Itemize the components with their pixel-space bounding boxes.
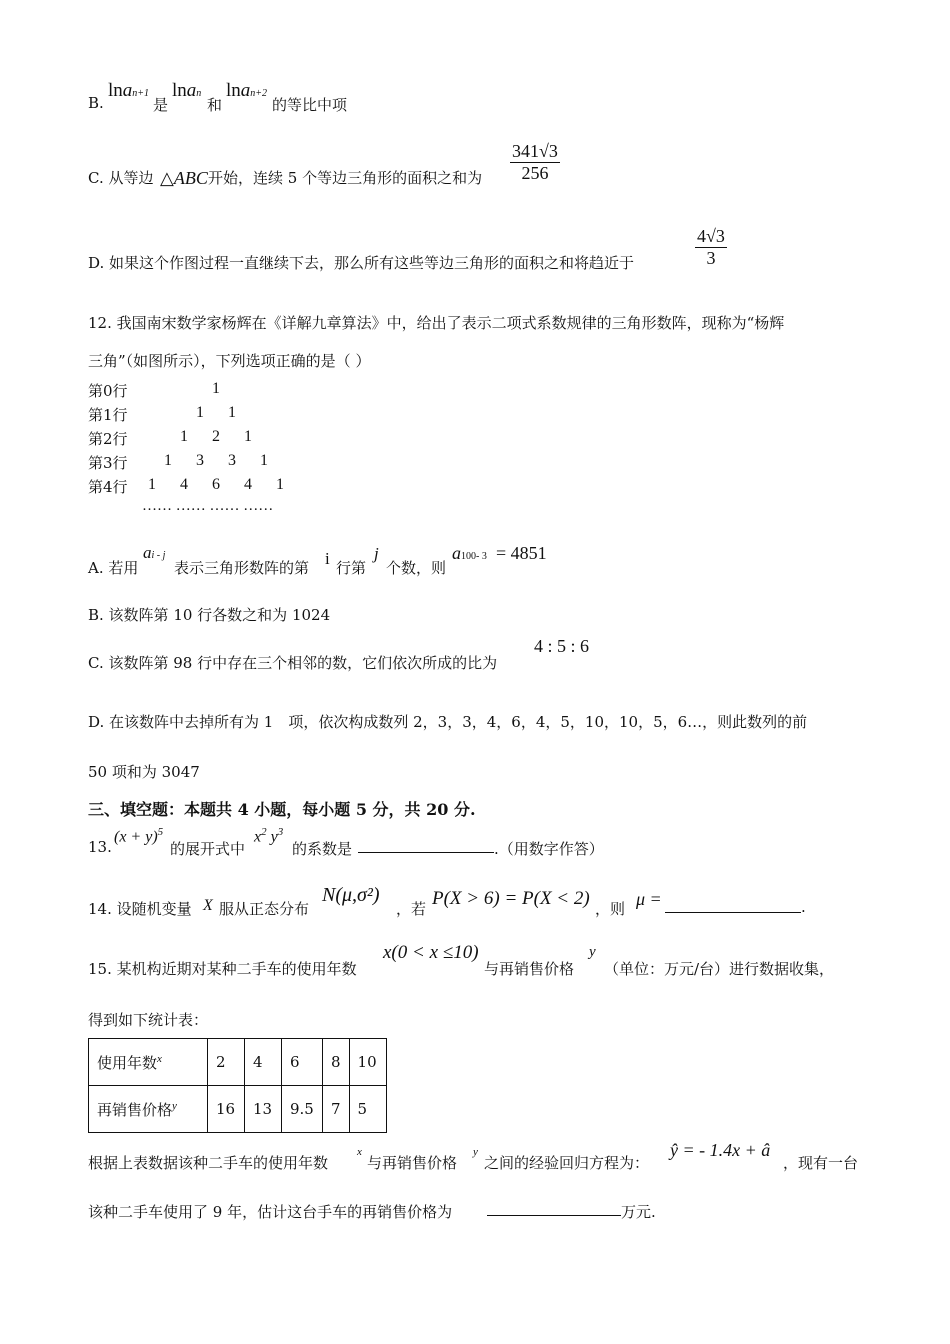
math-x2-y3 [254,826,283,846]
table-cell: 6 [282,1039,323,1086]
q11-b-text-tail: 的等比中项 [272,96,348,114]
math-equals-4851: = 4851 [496,543,547,563]
q14-text-then: ，则 [595,900,626,918]
q12-option-d-line2: 50 项和为 3047 [88,763,200,781]
q13-number: 13. [88,838,112,856]
triangle-value: 2 [212,428,220,445]
fraction-341-root3-over-256 [510,141,560,184]
q12-option-a-prefix: A. 若用 [88,559,139,577]
math-exponent: 3 [277,826,284,838]
table-cell: 9.5 [282,1086,323,1133]
q13-text-mid: 的展开式中 [170,840,246,858]
q14-answer-blank[interactable] [665,912,801,913]
math-mu-equals: μ = [636,889,662,909]
q12-stem-line1: 12. 我国南宋数学家杨辉在《详解九章算法》中，给出了表示二项式系数规律的三角形数阵，现称为“杨辉 [88,314,785,332]
q15-text-line2: 得到如下统计表： [88,1011,209,1029]
q14-text-mid: 服从正态分布 [219,900,310,918]
math-ratio-4-5-6: 4 : 5 : 6 [534,636,590,656]
triangle-value: 1 [180,428,188,445]
q15-text-line4b: 万元. [621,1203,656,1221]
math-normal-distribution: N(μ,σ²) [322,884,380,906]
table-row [89,1086,387,1133]
triangle-row-label: 第0行 [88,382,128,400]
q14-text-end: . [801,898,806,916]
q15-answer-blank[interactable] [487,1215,621,1216]
math-x-plus-y-power-5 [114,826,163,846]
table-cell: 13 [245,1086,282,1133]
math-probability-condition: P(X > 6) = P(X < 2) [432,888,590,909]
table-cell: 7 [323,1086,350,1133]
fraction-4-root3-over-3 [695,226,727,269]
fraction-denominator: 256 [521,163,549,183]
q15-text-line3a: 根据上表数据该种二手车的使用年数 [88,1154,329,1172]
math-exponent: 5 [157,826,164,838]
statistics-table [88,1038,387,1133]
triangle-row-label: 第3行 [88,454,128,472]
q13-text-after: .（用数字作答） [494,840,604,858]
math-ln-a-n-plus-2: lnan+2 [226,80,268,101]
triangle-value: 1 [260,452,268,469]
q12-option-b: B. 该数阵第 10 行各数之和为 1024 [88,606,331,624]
table-row-label: 使用年数 [97,1053,158,1072]
q11-b-text-is: 是 [153,96,169,114]
table-cell: 2 [208,1039,245,1086]
q15-text-line3b: 与再销售价格 [367,1154,458,1172]
triangle-value: 1 [212,380,220,397]
math-x-range: x(0 < x ≤10) [383,942,479,963]
math-triangle-abc: △ABC [160,168,208,188]
triangle-value: 6 [212,476,220,493]
triangle-value: 1 [228,404,236,421]
table-cell: 5 [349,1086,386,1133]
table-cell-header [89,1039,208,1086]
math-var-x: x [157,1052,162,1065]
q15-text-line3d: ，现有一台 [783,1154,859,1172]
math-a-100-3: a100- 3 [452,543,487,563]
table-row-label: 再销售价格 [97,1100,173,1119]
q11-option-d-text: D. 如果这个作图过程一直继续下去，那么所有这些等边三角形的面积之和将趋近于 [88,254,635,272]
table-row [89,1039,387,1086]
triangle-value: 1 [276,476,284,493]
triangle-value: 1 [148,476,156,493]
triangle-row-label: 第2行 [88,430,128,448]
math-var-y: y [270,828,278,846]
triangle-value: 3 [228,452,236,469]
table-cell: 8 [323,1039,350,1086]
q15-text-line1a: 15. 某机构近期对某种二手车的使用年数 [88,960,357,978]
q12-option-a-mid3: 个数，则 [386,559,447,577]
math-ln-a-n: lnan [172,80,202,101]
math-ln-a-n-plus-1: lnan+1 [108,80,150,101]
triangle-value: 1 [164,452,172,469]
q15-text-line1c: （单位：万元/台）进行数据收集， [604,960,835,978]
q12-stem-line2: 三角”（如图所示），下列选项正确的是（ ） [88,352,371,370]
triangle-row-label: 第4行 [88,478,128,496]
math-regression-equation: ŷ = - 1.4x + â [670,1140,771,1160]
q12-option-c-text: C. 该数阵第 98 行中存在三个相邻的数，它们依次所成的比为 [88,654,498,672]
q15-text-line1b: 与再销售价格 [484,960,575,978]
q11-option-b: B. [88,94,104,112]
q13-answer-blank[interactable] [358,852,494,853]
math-var-j: j [374,544,379,563]
fraction-denominator: 3 [706,248,716,268]
table-cell-header [89,1086,208,1133]
triangle-value: 4 [244,476,252,493]
q11-option-c-prefix: C. 从等边 [88,169,154,187]
math-var-X: X [203,897,213,914]
triangle-value: 4 [180,476,188,493]
math-a-ij: ai - j [143,543,166,562]
q11-option-c-text: 开始，连续 5 个等边三角形的面积之和为 [208,169,483,187]
math-var-y: y [172,1099,177,1112]
triangle-value: 1 [196,404,204,421]
triangle-value: 3 [196,452,204,469]
q11-b-text-and: 和 [207,96,223,114]
math-var-y: y [589,944,596,960]
q14-text-if: ，若 [396,900,427,918]
math-var-y: y [473,1146,478,1158]
math-exponent: 2 [261,826,267,838]
fraction-numerator: 341√3 [512,141,558,161]
q14-text: 14. 设随机变量 [88,900,192,918]
triangle-row-label: 第1行 [88,406,128,424]
triangle-continuation-dots: …… …… …… …… [142,498,274,514]
table-cell: 10 [349,1039,386,1086]
section-heading-fill-in: 三、填空题：本题共 4 小题，每小题 5 分，共 20 分. [88,800,476,819]
table-cell: 4 [245,1039,282,1086]
triangle-value: 1 [244,428,252,445]
math-var-x: x [357,1146,362,1158]
q12-option-a-mid1: 表示三角形数阵的第 [174,559,310,577]
math-base: (x + y) [114,828,158,846]
q15-text-line3c: 之间的经验回归方程为： [484,1154,650,1172]
q13-text-tail: 的系数是 [292,840,353,858]
math-var-x: x [254,828,262,846]
q12-option-a-mid2: 行第 [336,559,367,577]
math-var-i: i [325,549,330,568]
q15-text-line4a: 该种二手车使用了 9 年，估计这台手车的再销售价格为 [88,1203,453,1221]
fraction-numerator: 4√3 [697,226,725,246]
q12-option-d-line1: D. 在该数阵中去掉所有为 1 项，依次构成数列 2，3，3，4，6，4，5，10，10，5，6…，则此数列的前 [88,713,808,731]
table-cell: 16 [208,1086,245,1133]
